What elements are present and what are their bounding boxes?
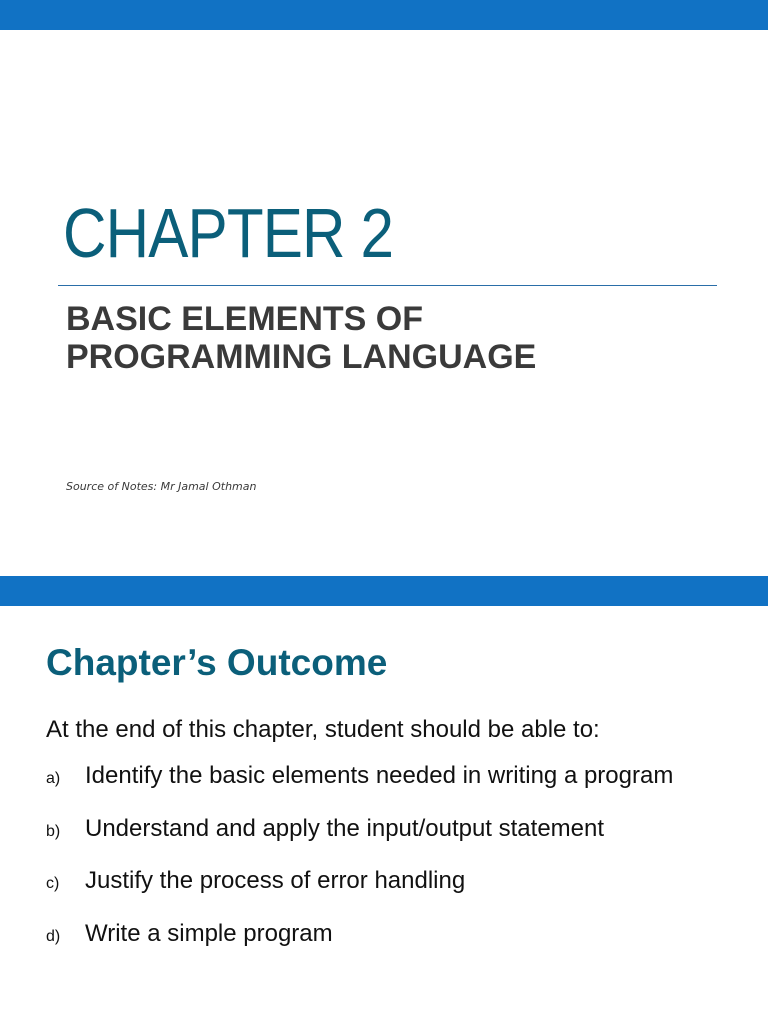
subtitle-line-2: PROGRAMMING LANGUAGE (66, 338, 537, 376)
list-item (46, 811, 673, 864)
list-item-text: Understand and apply the input/output statement (85, 814, 605, 842)
list-item-text: Write a simple program (85, 919, 333, 947)
top-accent-bar (0, 0, 768, 30)
list-item-text: Identify the basic elements needed in writing a program (85, 762, 674, 789)
list-item-text: Justify the process of error handling (85, 867, 466, 894)
list-item (46, 916, 673, 969)
list-item (46, 863, 673, 916)
list-item (46, 758, 673, 811)
list-marker: c) (46, 875, 60, 892)
list-marker: b) (46, 822, 61, 840)
source-note: Source of Notes: Mr Jamal Othman (66, 480, 257, 493)
list-marker: a) (46, 770, 61, 787)
chapter-subtitle (66, 300, 706, 376)
list-marker: d) (46, 927, 61, 945)
slide-separator-bar (0, 576, 768, 606)
chapter-title: CHAPTER 2 (63, 194, 394, 272)
outcome-heading: Chapter’s Outcome (46, 642, 388, 683)
subtitle-line-1: BASIC ELEMENTS OF (66, 300, 424, 338)
outcome-list (46, 758, 673, 968)
title-divider (58, 285, 717, 286)
outcome-intro: At the end of this chapter, student should be able to: (46, 716, 600, 743)
